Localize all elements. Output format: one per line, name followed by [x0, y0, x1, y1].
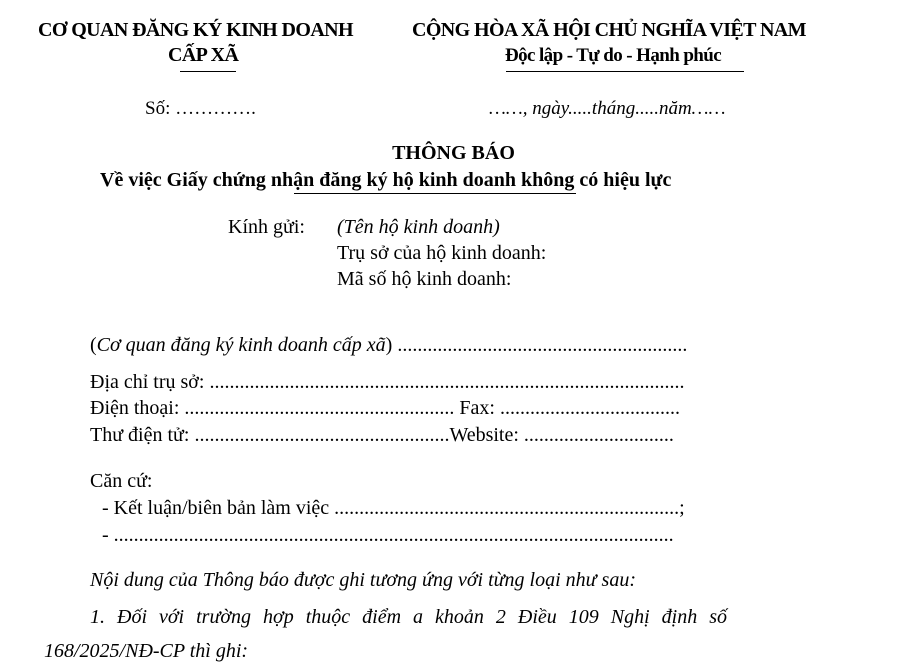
document-number: Số: …………. — [145, 98, 256, 119]
recipient-label: Kính gửi: — [228, 216, 305, 238]
national-title: CỘNG HÒA XÃ HỘI CHỦ NGHĨA VIỆT NAM — [412, 19, 806, 41]
item-1-line1: 1. Đối với trường hợp thuộc điểm a khoản 2 Điều 109 Nghị định số — [90, 606, 728, 628]
issuer-agency-name: Cơ quan đăng ký kinh doanh cấp xã — [96, 334, 386, 356]
basis-label: Căn cứ: — [90, 470, 153, 492]
basis-item: - ................................................................................................................ — [102, 524, 674, 546]
issuer-agency-fill: .......................................................... — [397, 334, 688, 356]
paren-close: ) — [385, 334, 398, 356]
document-date: ……, ngày.....tháng.....năm…… — [489, 98, 726, 119]
item-1-line2: 168/2025/NĐ-CP thì ghi: — [44, 640, 249, 662]
issuer-address: Địa chỉ trụ sở: ............................................................................................... — [90, 371, 685, 393]
document-subtitle: Về việc Giấy chứng nhận đăng ký hộ kinh doanh không có hiệu lực — [100, 169, 672, 191]
recipient-address: Trụ sở của hộ kinh doanh: — [337, 242, 547, 264]
content-note: Nội dung của Thông báo được ghi tương ứng với từng loại như sau: — [90, 569, 636, 591]
basis-item: - Kết luận/biên bản làm việc .....................................................................; — [102, 497, 685, 519]
document-title: THÔNG BÁO — [392, 142, 515, 164]
recipient-name: (Tên hộ kinh doanh) — [337, 216, 500, 238]
national-motto-divider — [506, 71, 744, 72]
recipient-code: Mã số hộ kinh doanh: — [337, 268, 512, 290]
agency-header-line1: CƠ QUAN ĐĂNG KÝ KINH DOANH — [38, 19, 353, 41]
agency-header-line2: CẤP XÃ — [168, 44, 239, 66]
issuer-email-website: Thư điện tử: ...................................................Website: .............................. — [90, 424, 674, 446]
paren-open: ( — [90, 334, 97, 356]
issuer-phone-fax: Điện thoại: ...................................................... Fax: .................................... — [90, 397, 680, 419]
national-motto: Độc lập - Tự do - Hạnh phúc — [505, 45, 722, 66]
issuer-agency-line — [90, 334, 687, 357]
agency-header-divider — [180, 71, 236, 72]
subtitle-underline — [294, 193, 576, 194]
